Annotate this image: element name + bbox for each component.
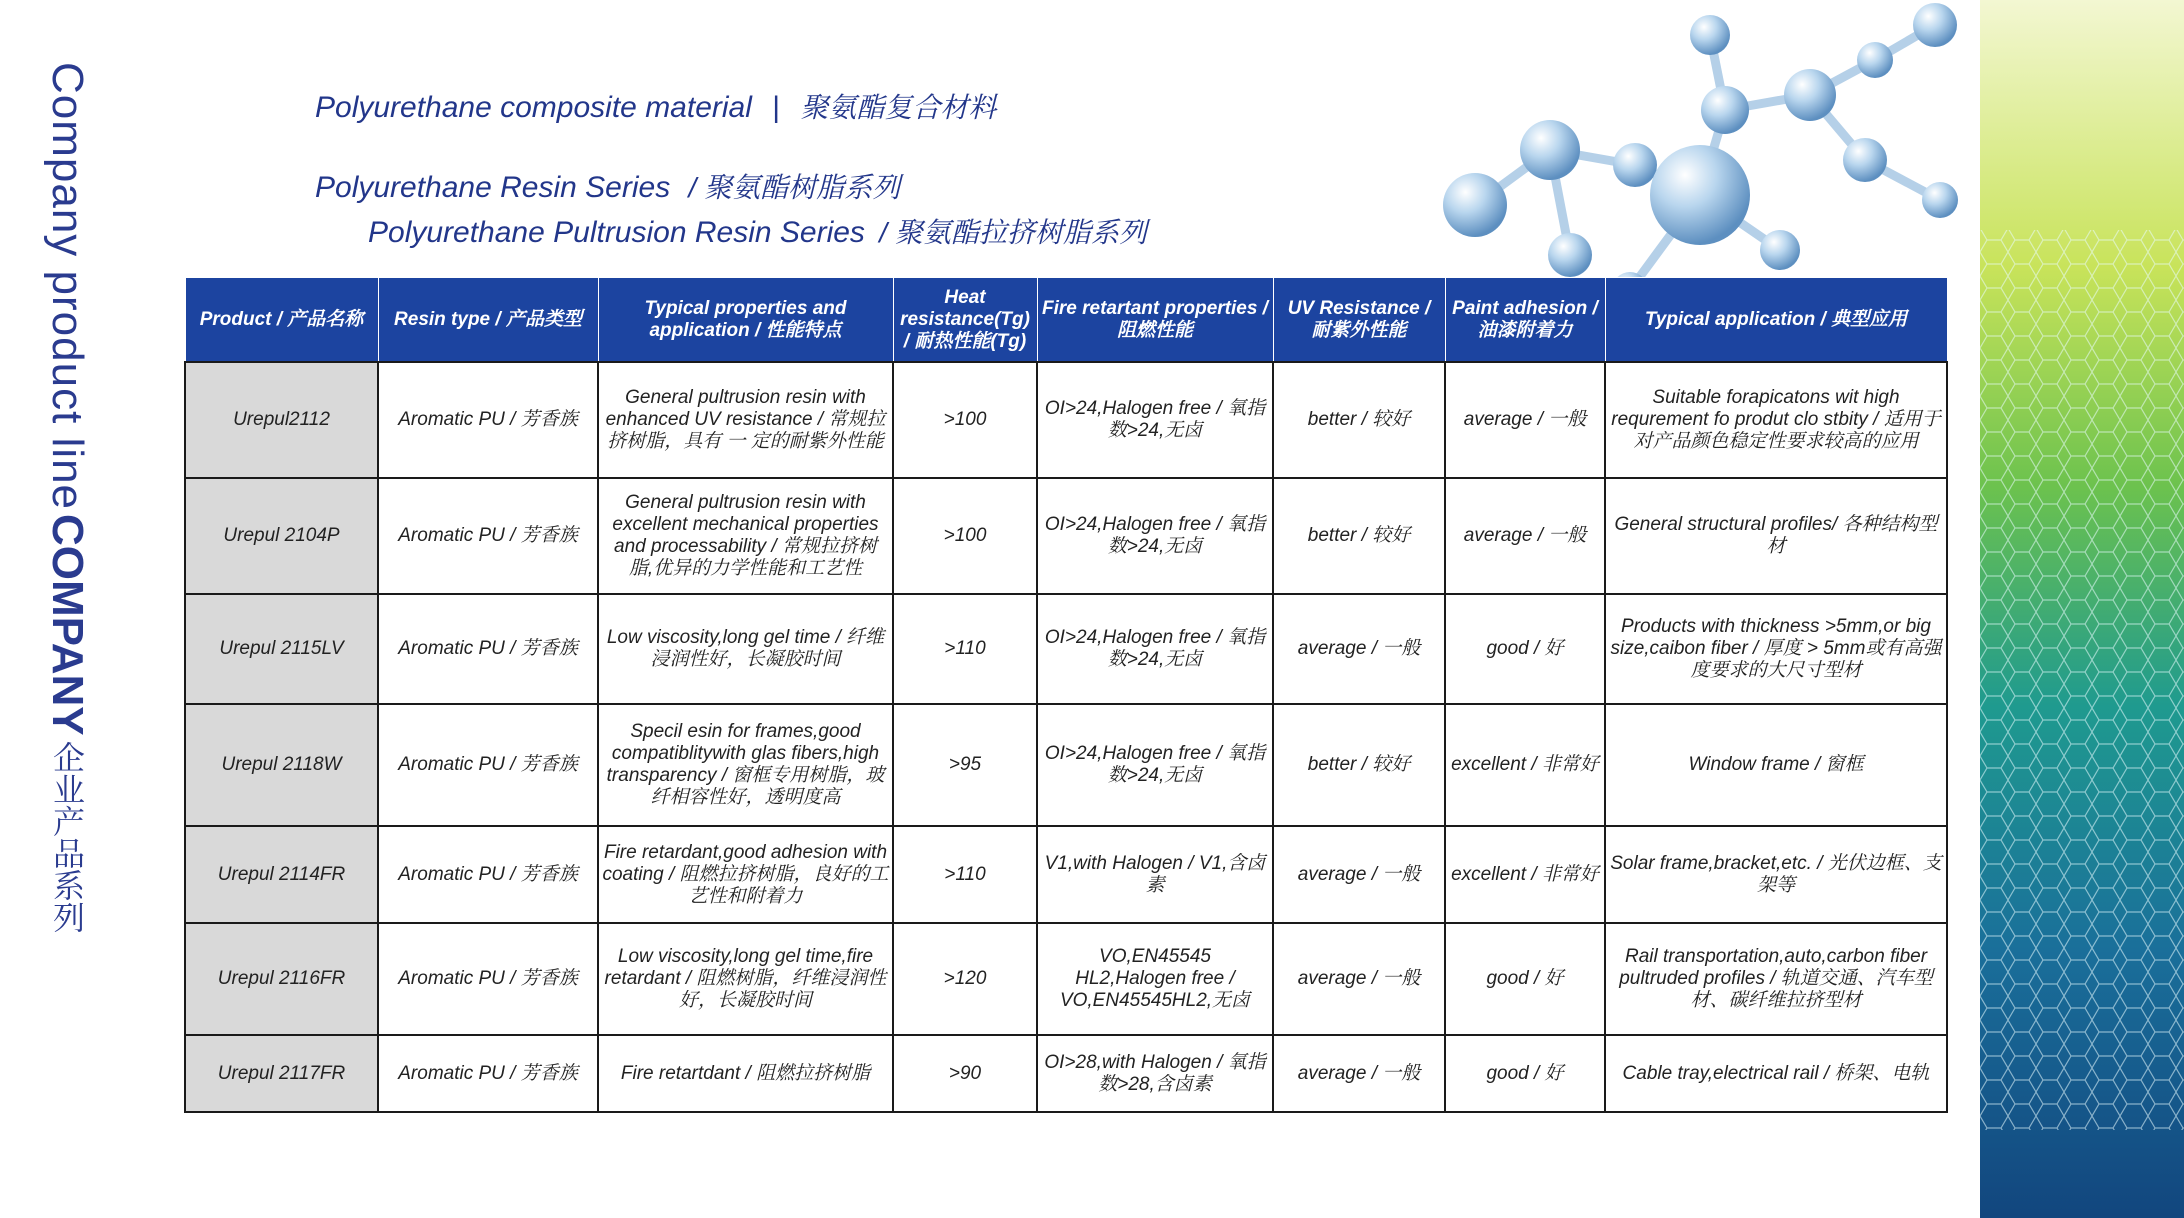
page-title-separator: |	[772, 91, 781, 124]
cell-properties: General pultrusion resin with excellent mechanical properties and processability / 常规拉挤树脂,优异的力学性能和工艺性	[598, 478, 893, 594]
cell-paint-adhesion: average / 一般	[1445, 478, 1605, 594]
side-title-chinese: 企业产品系列	[49, 740, 85, 933]
table-row	[185, 826, 1947, 923]
cell-uv-resistance: better / 较好	[1273, 704, 1445, 826]
table-row	[185, 1035, 1947, 1112]
cell-resin-type: Aromatic PU / 芳香族	[378, 362, 598, 478]
header-product: Product / 产品名称	[185, 278, 378, 363]
cell-resin-type: Aromatic PU / 芳香族	[378, 826, 598, 923]
cell-application: Window frame / 窗框	[1605, 704, 1947, 826]
cell-product: Urepul 2117FR	[185, 1035, 378, 1112]
series-title-cn: / 聚氨酯树脂系列	[688, 172, 901, 203]
cell-uv-resistance: average / 一般	[1273, 1035, 1445, 1112]
table-row	[185, 362, 1947, 478]
side-title-company-product-line: Company product line	[43, 62, 92, 511]
cell-heat-resistance: >95	[893, 704, 1037, 826]
header-typical-application: Typical application / 典型应用	[1605, 278, 1947, 363]
cell-uv-resistance: average / 一般	[1273, 826, 1445, 923]
cell-heat-resistance: >110	[893, 594, 1037, 704]
cell-heat-resistance: >100	[893, 362, 1037, 478]
cell-fire-retardant: OI>24,Halogen free / 氧指数>24,无卤	[1037, 478, 1273, 594]
cell-application: Rail transportation,auto,carbon fiber pultruded profiles / 轨道交通、汽车型材、碳纤维拉挤型材	[1605, 923, 1947, 1035]
side-title	[43, 62, 92, 933]
cell-heat-resistance: >110	[893, 826, 1037, 923]
cell-product: Urepul 2116FR	[185, 923, 378, 1035]
cell-product: Urepul 2115LV	[185, 594, 378, 704]
cell-uv-resistance: average / 一般	[1273, 923, 1445, 1035]
cell-resin-type: Aromatic PU / 芳香族	[378, 478, 598, 594]
cell-product: Urepul 2118W	[185, 704, 378, 826]
subseries-title	[368, 211, 1147, 251]
cell-product: Urepul 2104P	[185, 478, 378, 594]
series-title	[315, 166, 900, 206]
cell-resin-type: Aromatic PU / 芳香族	[378, 704, 598, 826]
cell-paint-adhesion: good / 好	[1445, 923, 1605, 1035]
header-resin-type: Resin type / 产品类型	[378, 278, 598, 363]
cell-properties: Low viscosity,long gel time,fire retardant / 阻燃树脂，纤维浸润性好，长凝胶时间	[598, 923, 893, 1035]
cell-properties: Fire retartdant / 阻燃拉挤树脂	[598, 1035, 893, 1112]
cell-properties: Fire retardant,good adhesion with coating / 阻燃拉挤树脂，良好的工艺性和附着力	[598, 826, 893, 923]
cell-resin-type: Aromatic PU / 芳香族	[378, 1035, 598, 1112]
cell-uv-resistance: better / 较好	[1273, 478, 1445, 594]
cell-fire-retardant: OI>24,Halogen free / 氧指数>24,无卤	[1037, 594, 1273, 704]
cell-properties: Specil esin for frames,good compatiblitywith glas fibers,high transparency / 窗框专用树脂，玻纤相容性好，透明度高	[598, 704, 893, 826]
cell-paint-adhesion: excellent / 非常好	[1445, 704, 1605, 826]
table-row	[185, 594, 1947, 704]
cell-resin-type: Aromatic PU / 芳香族	[378, 594, 598, 704]
cell-fire-retardant: V1,with Halogen / V1,含卤素	[1037, 826, 1273, 923]
header-paint-adhesion: Paint adhesion / 油漆附着力	[1445, 278, 1605, 363]
cell-application: Cable tray,electrical rail / 桥架、电轨	[1605, 1035, 1947, 1112]
table-header-row	[185, 278, 1947, 363]
cell-paint-adhesion: excellent / 非常好	[1445, 826, 1605, 923]
cell-application: Suitable forapicatons wit high requrement fo produt clo stbity / 适用于对产品颜色稳定性要求较高的应用	[1605, 362, 1947, 478]
cell-properties: Low viscosity,long gel time / 纤维浸润性好，长凝胶时间	[598, 594, 893, 704]
cell-product: Urepul 2114FR	[185, 826, 378, 923]
cell-fire-retardant: VO,EN45545 HL2,Halogen free / VO,EN45545HL2,无卤	[1037, 923, 1273, 1035]
cell-fire-retardant: OI>24,Halogen free / 氧指数>24,无卤	[1037, 704, 1273, 826]
cell-heat-resistance: >120	[893, 923, 1037, 1035]
cell-resin-type: Aromatic PU / 芳香族	[378, 923, 598, 1035]
cell-application: General structural profiles/ 各种结构型材	[1605, 478, 1947, 594]
header-heat-resistance: Heat resistance(Tg) / 耐热性能(Tg)	[893, 278, 1037, 363]
page-title-en: Polyurethane composite material	[315, 91, 752, 124]
hex-mesh-icon	[1980, 0, 2184, 1218]
cell-paint-adhesion: average / 一般	[1445, 362, 1605, 478]
cell-product: Urepul2112	[185, 362, 378, 478]
header-fire-retardant: Fire retartant properties / 阻燃性能	[1037, 278, 1273, 363]
cell-paint-adhesion: good / 好	[1445, 1035, 1605, 1112]
cell-uv-resistance: better / 较好	[1273, 362, 1445, 478]
subseries-title-cn: / 聚氨酯拉挤树脂系列	[879, 217, 1147, 248]
table-row	[185, 704, 1947, 826]
cell-heat-resistance: >100	[893, 478, 1037, 594]
table-row	[185, 923, 1947, 1035]
cell-fire-retardant: OI>24,Halogen free / 氧指数>24,无卤	[1037, 362, 1273, 478]
page-title	[315, 86, 996, 126]
page-title-cn: 聚氨酯复合材料	[800, 92, 997, 123]
header-typical-properties: Typical properties and application / 性能特点	[598, 278, 893, 363]
cell-fire-retardant: OI>28,with Halogen / 氧指数>28,含卤素	[1037, 1035, 1273, 1112]
cell-paint-adhesion: good / 好	[1445, 594, 1605, 704]
decorative-gradient-band	[1980, 0, 2184, 1218]
table-row	[185, 478, 1947, 594]
series-title-en: Polyurethane Resin Series	[315, 171, 671, 204]
cell-properties: General pultrusion resin with enhanced UV resistance / 常规拉挤树脂，具有 一 定的耐紫外性能	[598, 362, 893, 478]
subseries-title-en: Polyurethane Pultrusion Resin Series	[368, 216, 865, 249]
cell-uv-resistance: average / 一般	[1273, 594, 1445, 704]
side-title-company: COMPANY	[43, 514, 92, 737]
cell-application: Solar frame,bracket,etc. / 光伏边框、支架等	[1605, 826, 1947, 923]
product-table	[184, 277, 1948, 1113]
cell-heat-resistance: >90	[893, 1035, 1037, 1112]
cell-application: Products with thickness >5mm,or big size,caibon fiber / 厚度 > 5mm或有高强度要求的大尺寸型材	[1605, 594, 1947, 704]
header-uv-resistance: UV Resistance / 耐紫外性能	[1273, 278, 1445, 363]
